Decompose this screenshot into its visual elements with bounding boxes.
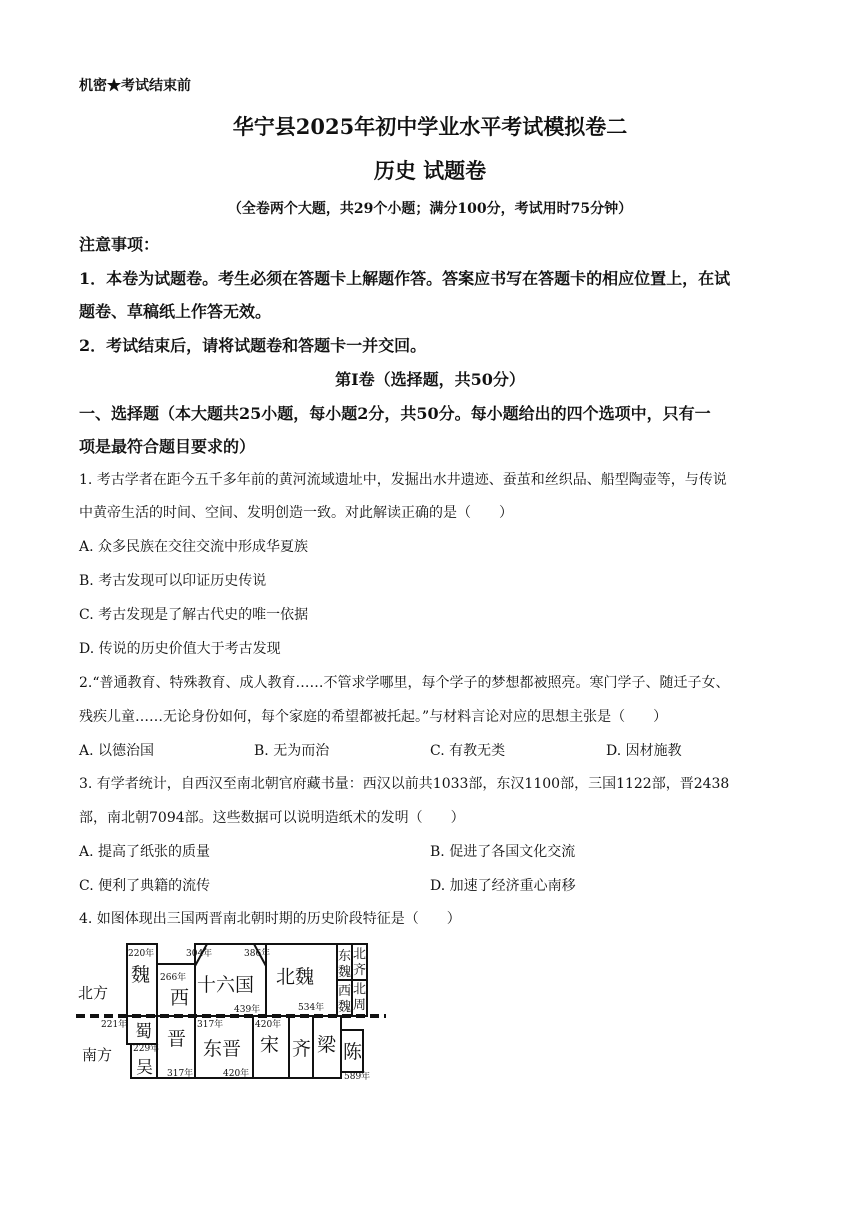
q1-option-d: D. 传说的历史价值大于考古发现	[79, 641, 281, 657]
dynasty-timeline-diagram	[76, 936, 386, 1086]
q3-stem-line-2: 部，南北朝7094部。这些数据可以说明造纸术的发明（ ）	[79, 810, 465, 826]
year-386: 386年	[244, 949, 271, 959]
q3-option-d: D. 加速了经济重心南移	[430, 878, 576, 894]
xijin-xi-label: 西	[170, 987, 190, 1009]
qi-label: 齐	[292, 1038, 312, 1060]
q3-stem-line-1: 3. 有学者统计，自西汉至南北朝官府藏书量：西汉以前共1033部，东汉1100部，三国1122部，晋2438	[79, 776, 730, 792]
dongwei-label-2: 魏	[338, 965, 352, 980]
year-317-a: 317年	[197, 1020, 224, 1030]
q1-option-b: B. 考古发现可以印证历史传说	[79, 573, 267, 589]
notice-item-2: 2．考试结束后，请将试题卷和答题卡一并交回。	[79, 336, 427, 355]
q2-option-a: A. 以德治国	[79, 743, 155, 759]
shiliuguo-label: 十六国	[197, 974, 255, 996]
song-label: 宋	[260, 1034, 280, 1056]
dongwei-label-1: 东	[338, 949, 352, 964]
q2-stem-line-1: 2.“普通教育、特殊教育、成人教育……不管求学哪里，每个学子的梦想都被照亮。寒门学子、随迁子女、	[79, 675, 730, 691]
q3-option-c: C. 便利了典籍的流传	[79, 878, 211, 894]
beiwei-label: 北魏	[276, 966, 315, 988]
q3-option-b: B. 促进了各国文化交流	[430, 844, 576, 860]
wu-label: 吴	[136, 1058, 153, 1078]
notice-item-1-line-2: 题卷、草稿纸上作答无效。	[79, 302, 272, 321]
q1-option-a: A. 众多民族在交往交流中形成华夏族	[79, 539, 309, 555]
q1-stem-line-2: 中黄帝生活的时间、空间、发明创造一致。对此解读正确的是（ ）	[79, 505, 513, 521]
beizhou-label-1: 北	[353, 982, 367, 997]
q4-stem-line-1: 4. 如图体现出三国两晋南北朝时期的历史阶段特征是（ ）	[79, 911, 461, 927]
north-label: 北方	[78, 984, 109, 1002]
section-1-line-2: 项是最符合题目要求的）	[79, 437, 256, 456]
liang-label: 梁	[317, 1034, 337, 1056]
jin-south-label: 晋	[167, 1028, 187, 1050]
q2-stem-line-2: 残疾儿童……无论身份如何，每个家庭的希望都被托起。”与材料言论对应的思想主张是（ ）	[79, 709, 668, 725]
dongjin-label: 东晋	[203, 1038, 242, 1060]
year-317-b: 317年	[167, 1069, 194, 1079]
shu-label: 蜀	[135, 1022, 152, 1042]
confidential-label: 机密★考试结束前	[79, 78, 191, 94]
q3-option-a: A. 提高了纸张的质量	[79, 844, 211, 860]
year-221: 221年	[101, 1020, 128, 1030]
notice-heading: 注意事项：	[79, 235, 160, 254]
year-534: 534年	[298, 1003, 325, 1013]
beiqi-label-2: 齐	[353, 963, 367, 978]
year-439: 439年	[234, 1005, 261, 1015]
q1-option-c: C. 考古发现是了解古代史的唯一依据	[79, 607, 309, 623]
year-266: 266年	[160, 973, 187, 983]
wei-label: 魏	[131, 964, 151, 986]
xiwei-label-2: 魏	[338, 1000, 352, 1015]
beizhou-label-2: 周	[353, 998, 367, 1013]
year-420-a: 420年	[255, 1020, 282, 1030]
notice-item-1-line-1: 1．本卷为试题卷。考生必须在答题卡上解题作答。答案应书写在答题卡的相应位置上，在试	[79, 269, 731, 288]
year-304: 304年	[186, 949, 213, 959]
part1-title: 第Ⅰ卷（选择题，共50分）	[335, 370, 525, 389]
q2-option-c: C. 有教无类	[430, 743, 506, 759]
year-589: 589年	[344, 1072, 371, 1082]
exam-subtitle: 历史 试题卷	[373, 158, 487, 183]
q2-option-d: D. 因材施教	[606, 743, 682, 759]
south-label: 南方	[82, 1046, 113, 1064]
section-1-line-1: 一、选择题（本大题共25小题，每小题2分，共50分。每小题给出的四个选项中，只有一	[79, 404, 711, 423]
chen-label: 陈	[343, 1041, 363, 1063]
year-220: 220年	[128, 949, 155, 959]
q1-stem-line-1: 1. 考古学者在距今五千多年前的黄河流域遗址中，发掘出水井遗迹、蚕茧和丝织品、船型陶壶等，与传说	[79, 472, 727, 488]
xiwei-label-1: 西	[338, 984, 352, 999]
year-229: 229年	[133, 1044, 160, 1054]
exam-info: （全卷两个大题，共29个小题；满分100分，考试用时75分钟）	[227, 201, 633, 217]
beiqi-label-1: 北	[353, 947, 367, 962]
year-420-b: 420年	[223, 1069, 250, 1079]
exam-title: 华宁县2025年初中学业水平考试模拟卷二	[232, 114, 628, 139]
q2-option-b: B. 无为而治	[254, 743, 330, 759]
